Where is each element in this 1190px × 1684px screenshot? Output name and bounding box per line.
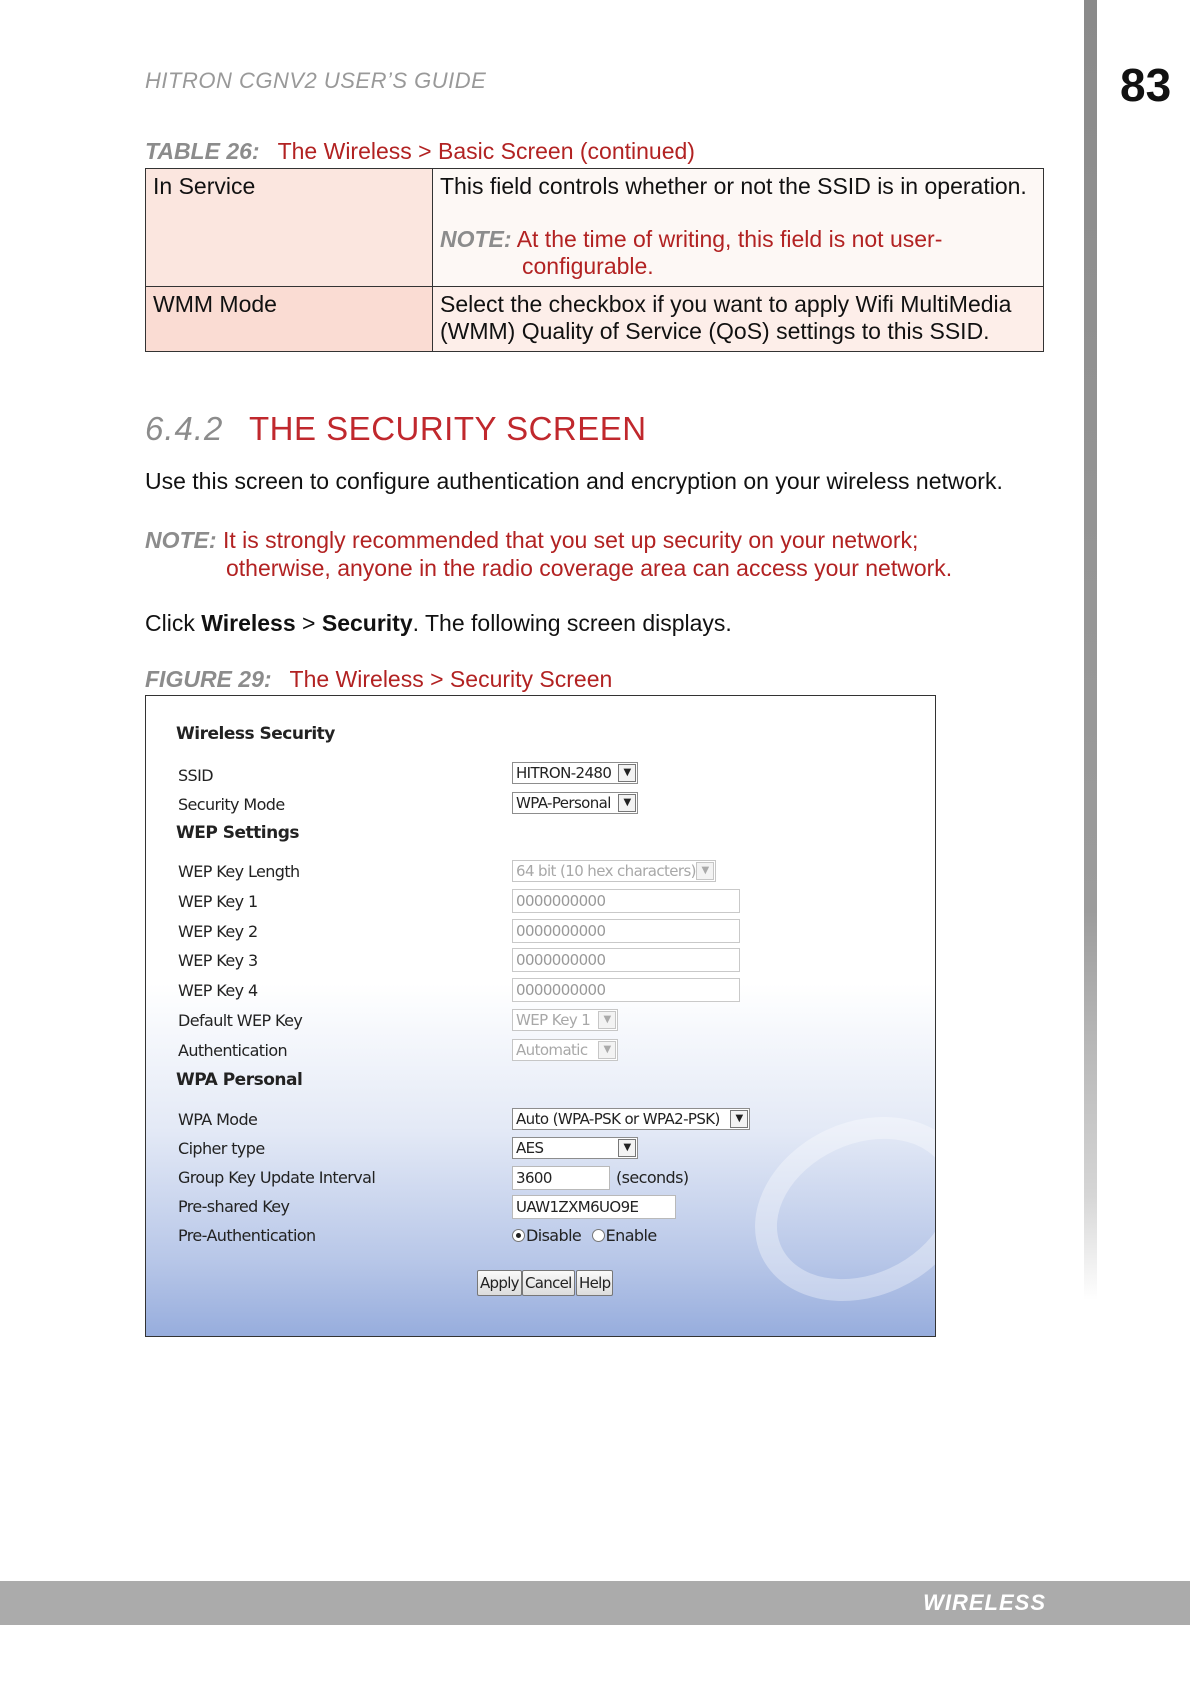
wep-key-1-label: WEP Key 1	[178, 892, 258, 911]
radio-enable-label: Enable	[605, 1226, 657, 1245]
apply-button[interactable]: Apply	[477, 1270, 522, 1296]
table-row	[146, 287, 1044, 352]
security-mode-value: WPA-Personal	[516, 794, 611, 812]
figure-caption-label: FIGURE 29:	[145, 666, 272, 692]
field-table	[145, 168, 1044, 352]
figure-caption-title: The Wireless > Security Screen	[289, 666, 613, 692]
note-line-2: otherwise, anyone in the radio coverage area can access your network.	[226, 555, 953, 581]
radio-disable-label: Disable	[526, 1226, 582, 1245]
wep-key-2-input[interactable]: 0000000000	[512, 919, 740, 943]
wep-key-2-label: WEP Key 2	[178, 922, 258, 941]
wep-settings-heading: WEP Settings	[176, 823, 299, 843]
chevron-down-icon[interactable]: ▼	[618, 764, 636, 782]
section-title: THE SECURITY SCREEN	[249, 410, 647, 447]
default-wep-key-value: WEP Key 1	[516, 1011, 591, 1029]
row-description: This field controls whether or not the SSID is in operation.	[440, 173, 1027, 199]
note-label: NOTE:	[145, 527, 217, 553]
authentication-select[interactable]	[512, 1039, 618, 1061]
group-key-unit: (seconds)	[616, 1168, 689, 1187]
click-instruction	[145, 610, 732, 637]
security-screen-figure	[145, 695, 936, 1337]
security-note	[145, 526, 1045, 582]
cipher-type-value: AES	[516, 1139, 544, 1157]
footer-chapter: WIRELESS	[923, 1590, 1046, 1615]
wep-key-length-select[interactable]	[512, 860, 716, 882]
side-bar	[1084, 0, 1097, 1300]
ssid-select[interactable]	[512, 762, 638, 784]
help-button[interactable]: Help	[576, 1270, 613, 1296]
cipher-type-label: Cipher type	[178, 1139, 265, 1158]
figure-caption	[145, 666, 612, 693]
chevron-down-icon[interactable]: ▼	[618, 794, 636, 812]
ssid-label: SSID	[178, 766, 213, 785]
pre-shared-key-input[interactable]: UAW1ZXM6UO9E	[512, 1195, 676, 1219]
wpa-mode-value: Auto (WPA-PSK or WPA2-PSK)	[516, 1110, 720, 1128]
wep-key-1-input[interactable]: 0000000000	[512, 889, 740, 913]
footer-bar	[0, 1581, 1190, 1625]
chevron-down-icon[interactable]: ▼	[598, 1041, 616, 1059]
wpa-personal-heading: WPA Personal	[176, 1070, 303, 1090]
click-suffix: . The following screen displays.	[412, 610, 732, 636]
group-key-interval-label: Group Key Update Interval	[178, 1168, 376, 1187]
table-cell-desc	[433, 169, 1044, 287]
wep-key-length-label: WEP Key Length	[178, 862, 300, 881]
wpa-mode-label: WPA Mode	[178, 1110, 258, 1129]
click-prefix: Click	[145, 610, 202, 636]
chevron-down-icon[interactable]: ▼	[618, 1139, 636, 1157]
note-text: At the time of writing, this field is not user-configurable.	[516, 226, 943, 279]
pre-authentication-options	[512, 1226, 657, 1245]
wep-key-4-label: WEP Key 4	[178, 981, 258, 1000]
table-cell-field: WMM Mode	[146, 287, 433, 352]
wireless-security-heading: Wireless Security	[176, 724, 335, 744]
table-cell-field: In Service	[146, 169, 433, 287]
page-number: 83	[1120, 59, 1172, 111]
pre-authentication-label: Pre-Authentication	[178, 1226, 316, 1245]
table-caption-label: TABLE 26:	[145, 138, 260, 164]
radio-disable[interactable]	[512, 1229, 525, 1242]
default-wep-key-label: Default WEP Key	[178, 1011, 303, 1030]
wep-key-4-input[interactable]: 0000000000	[512, 978, 740, 1002]
group-key-interval-input[interactable]: 3600	[512, 1166, 610, 1190]
chevron-down-icon[interactable]: ▼	[696, 862, 714, 880]
radio-enable[interactable]	[592, 1229, 605, 1242]
security-mode-label: Security Mode	[178, 795, 285, 814]
cancel-button[interactable]: Cancel	[522, 1270, 575, 1296]
default-wep-key-select[interactable]	[512, 1009, 618, 1031]
background-swoosh	[725, 1083, 936, 1335]
authentication-label: Authentication	[178, 1041, 288, 1060]
note-label: NOTE:	[440, 226, 512, 252]
wep-key-3-input[interactable]: 0000000000	[512, 948, 740, 972]
cipher-type-select[interactable]	[512, 1137, 638, 1159]
click-wireless: Wireless	[201, 610, 296, 636]
wep-key-3-label: WEP Key 3	[178, 951, 258, 970]
wpa-mode-select[interactable]	[512, 1108, 750, 1130]
section-number: 6.4.2	[145, 410, 224, 447]
table-caption-title: The Wireless > Basic Screen (continued)	[277, 138, 695, 164]
ssid-value: HITRON-2480	[516, 764, 612, 782]
wep-key-length-value: 64 bit (10 hex characters)	[516, 862, 696, 880]
table-cell-desc: Select the checkbox if you want to apply Wifi MultiMedia (WMM) Quality of Service (QoS) settings to this SSID.	[433, 287, 1044, 352]
click-separator: >	[295, 610, 322, 636]
intro-paragraph: Use this screen to configure authentication and encryption on your wireless network.	[145, 468, 1003, 494]
chevron-down-icon[interactable]: ▼	[730, 1110, 748, 1128]
pre-shared-key-label: Pre-shared Key	[178, 1197, 290, 1216]
row-note	[440, 226, 1037, 280]
authentication-value: Automatic	[516, 1041, 588, 1059]
note-line-1: It is strongly recommended that you set up security on your network;	[222, 527, 919, 553]
security-mode-select[interactable]	[512, 792, 638, 814]
table-caption	[145, 138, 695, 165]
chevron-down-icon[interactable]: ▼	[598, 1011, 616, 1029]
click-security: Security	[321, 610, 413, 636]
table-row	[146, 169, 1044, 287]
running-header: HITRON CGNV2 USER’S GUIDE	[145, 68, 487, 93]
